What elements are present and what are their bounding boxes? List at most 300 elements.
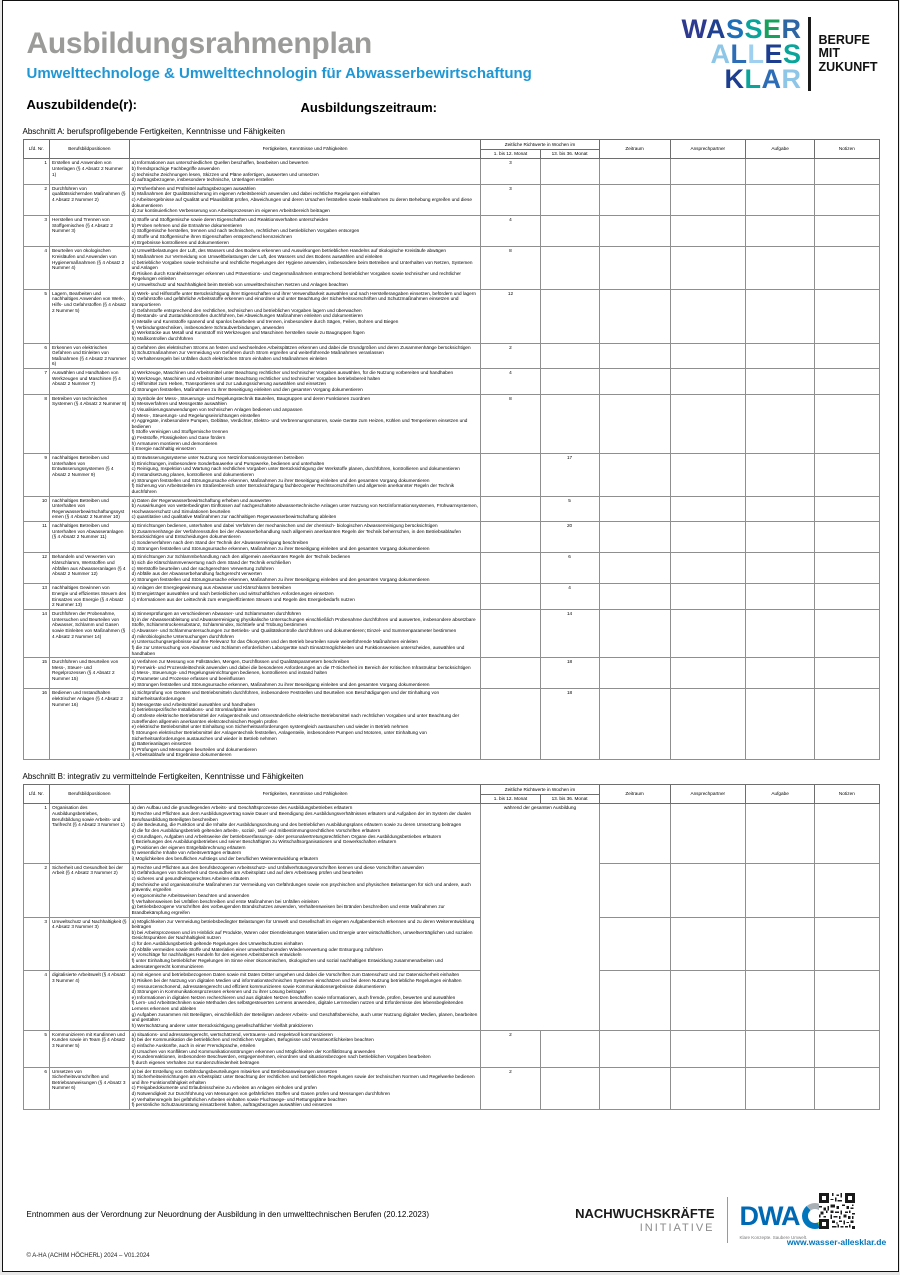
skill-line: b) Sicherheitseinrichtungen am Arbeitsplatz unter Beachtung der rechtlichen und betrieblichen Regelungen sowie der technischen Normen und Regelwerke bedienen und ihre Funktionsfähigkeit erhalten — [131, 1074, 475, 1085]
logo-letter: E — [764, 38, 783, 69]
fertigkeiten-cell — [129, 804, 481, 863]
skill-line: a) Einrichtungen bedienen, unterhalten und dabei Verfahren der mechanischen und der chemisch- biologischen Abwasserreinigung berücksichtigen — [131, 523, 438, 529]
aufgabe-blank-cell — [745, 522, 814, 553]
ansprechpartner-blank-cell — [670, 1030, 745, 1067]
weeks-13-36-value-cell — [540, 343, 599, 369]
skill-line: h) wesentliche Inhalte von Arbeitsverträgen erläutern — [131, 850, 242, 856]
zeitraum-blank-cell — [599, 454, 670, 496]
notizen-blank-cell — [815, 610, 879, 658]
skill-line: c) Mess-, Steuerungs- und Regelungseinrichtungen bedienen, kontrollieren und instand halten — [131, 670, 328, 676]
section-a-table — [23, 139, 880, 760]
source-note: Entnommen aus der Verordnung zur Neuordnung der Ausbildung in den umwelttechnischen Berufen (20.12.2023) — [26, 1210, 429, 1219]
berufsbildposition-cell: Kommunizieren mit Kundinnen und Kunden sowie im Team (§ 4 Absatz 3 Nummer 5) — [50, 1030, 130, 1067]
skill-line: c) Freigabedokumente und Erlaubnisscheine zu Arbeiten an Anlagen einholen und prüfen — [131, 1085, 317, 1091]
weeks-13-36-value-cell: 18 — [540, 689, 599, 760]
skill-line: a) bei der Erstellung von Gefährdungsbeurteilungen mitwirken und Betriebsanweisungen umsetzen — [131, 1068, 338, 1074]
skill-line: h) Armaturen montieren und demontieren — [131, 440, 218, 446]
weeks-1-12-value-cell: 2 — [481, 1030, 540, 1067]
notizen-blank-cell — [815, 394, 879, 453]
zeitraum-blank-cell — [599, 658, 670, 689]
ansprechpartner-blank-cell — [670, 216, 745, 247]
section-b-heading: Abschnitt B: integrativ zu vermittelnde Fertigkeiten, Kenntnisse und Fähigkeiten — [22, 772, 304, 782]
weeks-merged-cell: während der gesamten Ausbildung — [481, 804, 599, 1030]
col-header-monat-13-36: 13. bis 36. Monat — [540, 149, 599, 159]
skill-line: d) zur kontinuierlichen Verbesserung von Arbeitsprozessen im eigenen Arbeitsbereich beitragen — [131, 208, 330, 214]
plan-row — [23, 971, 879, 1030]
ansprechpartner-blank-cell — [670, 289, 745, 343]
aufgabe-blank-cell — [745, 369, 814, 395]
logo-wordmark — [681, 14, 802, 94]
skill-line: a) Umweltbelastungen der Luft, des Wassers und des Bodens erkennen und Auswirkungen betrieblichen Handelns auf ökologische Kreisläufe abwägen — [131, 248, 446, 254]
weeks-13-36-value-cell: 17 — [540, 454, 599, 496]
zeitraum-blank-cell — [599, 247, 670, 289]
aufgabe-blank-cell — [745, 496, 814, 522]
fertigkeiten-cell — [129, 369, 481, 395]
skill-line: e) Umweltschutz und Nachhaltigkeit beim Betrieb von umwelttechnischen Netzen und Anlagen beachten — [131, 282, 348, 288]
notizen-blank-cell — [815, 496, 879, 522]
skill-line: c) Informationen aus der Leittechnik zum energieeffizienten Steuern und Regeln des Energiebedarfs nutzen — [131, 596, 355, 602]
skill-line: c) Wertstoffe beurteilen und der sachgerechten Verwertung zuführen — [131, 565, 274, 571]
logo-letter: L — [744, 63, 762, 94]
aufgabe-blank-cell — [745, 216, 814, 247]
skill-line: c) Hilfsmittel zum Heben, Transportieren und zur Ladungssicherung auswählen und einsetzen — [131, 381, 327, 387]
logo-letter: S — [744, 14, 763, 44]
skill-line: b) Rechte und Pflichten aus dem Ausbildungsvertrag sowie Dauer und Beendigung des Ausbildungsverhältnisses erläutern und Aufgaben der im System der dualen Berufsausbildung Beteiligten beschreiben — [131, 810, 472, 822]
skill-line: a) Verfahren zur Messung von Füllständen, Mengen, Durchflüssen und Qualitätsparametern beschreiben — [131, 659, 350, 665]
notizen-blank-cell — [815, 971, 879, 1030]
skill-line: b) Einrichtungen, insbesondere Sonderbauwerke und Pumpwerke, bedienen und unterhalten — [131, 460, 325, 466]
ansprechpartner-blank-cell — [670, 369, 745, 395]
weeks-1-12-value-cell: 3 — [481, 159, 540, 185]
notizen-blank-cell — [815, 184, 879, 215]
plan-row — [23, 804, 879, 863]
ansprechpartner-blank-cell — [670, 247, 745, 289]
row-number-cell: 2 — [23, 863, 50, 917]
col-header-monat-1-12: 1. bis 12. Monat — [481, 149, 540, 159]
skill-line: i) Energie nachhaltig einsetzen — [131, 446, 196, 452]
skill-line: d) Abfälle aus der Abwasserbehandlung fachgerecht verwerten — [131, 571, 262, 577]
ansprechpartner-blank-cell — [670, 394, 745, 453]
skill-line: e) Ergebnisse kontrollieren und dokumentieren — [131, 239, 229, 245]
col-header-zeitliche-richtwerte: Zeitliche Richtwerte in Wochen im — [481, 785, 599, 795]
skill-line: c) Visualisierungsanwendungen von technischen Anlagen bedienen und anpassen — [131, 406, 303, 412]
col-header-zeitliche-richtwerte: Zeitliche Richtwerte in Wochen im — [481, 140, 599, 150]
col-header-ansprechpartner: Ansprechpartner — [670, 140, 745, 159]
skill-line: a) mit eigenen und betriebsbezogenen Daten sowie mit Daten Dritter umgehen und dabei die Vorschriften zum Datenschutz und zur Datensicherheit einhalten — [131, 972, 460, 978]
skill-line: c) Sonderverfahren nach dem Stand der Technik der Abwasserreinigung beschreiben — [131, 540, 309, 545]
col-header-aufgabe: Aufgabe — [745, 785, 814, 804]
col-header-zeitraum: Zeitraum — [599, 140, 670, 159]
skill-line: d) Notwendigkeit zur Durchführung von Messungen von gefährlichen Stoffen und Gasen prüfen und Messungen durchführen — [131, 1091, 391, 1097]
ansprechpartner-blank-cell — [670, 159, 745, 185]
skill-line: b) Gefahrstoffe und gefährliche Arbeitsstoffe erkennen und einordnen und unter Beachtung der Sicherheitsvorschriften und Schutzmaßnahmen einsetzen und transportieren — [131, 296, 459, 308]
skill-line: b) in der Abwasserableitung und Abwasserreinigung physikalische Untersuchungen einschließlich Probenahme durchführen und auswerten, insbesondere absetzbare Stoffe, Schlammtrockensubstanz, Schlammindex, Sichttiefe und Trübung bestimmen — [131, 616, 476, 628]
plan-row — [23, 394, 879, 453]
skill-line: f) Störungen elektrischer Betriebsmittel der Anlagentechnik feststellen, Anlagenteile, insbesondere Pumpen und Motoren, unter Einhaltung von Sicherheitsanforderungen austauschen und wieder in Betrieb nehmen — [131, 729, 427, 741]
fertigkeiten-cell — [129, 343, 481, 369]
section-a-heading: Abschnitt A: berufsprofilgebende Fertigkeiten, Kenntnisse und Fähigkeiten — [22, 127, 285, 136]
skill-line: c) einfache Auskünfte, auch in einer Fremdsprache, erteilen — [131, 1042, 256, 1048]
aufgabe-blank-cell — [745, 1067, 814, 1109]
row-number-cell: 2 — [23, 184, 50, 215]
weeks-13-36-value-cell — [540, 216, 599, 247]
plan-row — [23, 216, 879, 247]
zeitraum-blank-cell — [599, 1067, 670, 1109]
skill-line: h) Prüfungen und Messungen beurteilen und dokumentieren — [131, 746, 257, 752]
skill-line: e) Störungen feststellen und Störungsursache erkennen, Maßnahmen zu ihrer Beseitigung einleiten und den gesamten Vorgang dokumentieren — [131, 576, 430, 582]
logo-letter: W — [681, 14, 706, 44]
skill-line: c) Arbeitsergebnisse auf Qualität und Plausibilität prüfen, Abweichungen und deren Ursachen feststellen sowie Maßnahmen zu deren Behebung ergreifen und diese dokumentieren — [131, 197, 472, 208]
fertigkeiten-cell — [129, 658, 481, 689]
skill-line: e) Metalle und Kunststoffe spanend und spanlos bearbeiten und trennen, insbesondere durch Sägen, Feilen, Bohren und Biegen — [131, 318, 399, 324]
row-number-cell: 13 — [23, 584, 50, 610]
weeks-1-12-value-cell — [481, 522, 540, 553]
skill-line: b) bei der Kommunikation die betrieblichen und rechtlichen Vorgaben, Befugnisse und Verantwortlichkeiten beachten — [131, 1037, 374, 1043]
skill-line: a) Werkzeuge, Maschinen und Arbeitsmittel unter Beachtung rechtlicher und technischer Vorgaben auswählen, für die Nutzung vorbereiten und handhaben — [131, 370, 454, 376]
table-header-row — [23, 785, 879, 804]
weeks-1-12-value-cell — [481, 658, 540, 689]
skill-line: d) Störungen in Kommunikationsprozessen erkennen und zu ihrer Lösung beitragen — [131, 989, 306, 995]
skill-line: f) durch eigenes Verhalten zur Kundenzufriedenheit beitragen — [131, 1059, 260, 1065]
row-number-cell: 1 — [23, 159, 50, 185]
skill-line: e) ergonomische Arbeitsweisen beachten und anwenden — [131, 892, 250, 898]
notizen-blank-cell — [815, 522, 879, 553]
logo-word — [724, 63, 802, 94]
zeitraum-blank-cell — [599, 496, 670, 522]
berufsbildposition-cell: Umsetzen von Sicherheitsvorschriften und Betriebsanweisungen (§ 4 Absatz 3 Nummer 6) — [50, 1067, 130, 1109]
ansprechpartner-blank-cell — [670, 863, 745, 917]
skill-line: f) Sicherung von Arbeitsstellen im Straßenbereich unter Berücksichtigung fachbezogener Rechtsvorschriften und allgemein anerkannter Regeln der Technik durchführen — [131, 483, 455, 494]
skill-line: c) für den Ausbildungsbetrieb geltende Regelungen des Umweltschutzes einhalten — [131, 941, 303, 947]
skill-line: b) Risiken bei der Nutzung von digitalen Medien und informationstechnischen Systemen einschätzen und bei deren Nutzung betriebliche Regelungen einhalten — [131, 977, 462, 983]
weeks-13-36-value-cell — [540, 394, 599, 453]
skill-line: d) Parameter und Prozesse erfassen und beeinflussen — [131, 676, 245, 682]
row-number-cell: 3 — [23, 917, 50, 971]
weeks-1-12-value-cell — [481, 584, 540, 610]
skill-line: a) Symbole der Mess-, Steuerungs- und Regelungstechnik Bauteilen, Baugruppen und deren Funktionen zuordnen — [131, 395, 371, 401]
table-header-row — [23, 140, 879, 159]
skill-line: b) Maßnahmen der Qualitätssicherung im eigenen Arbeitsbereich anwenden und dabei rechtliche Regelungen einhalten — [131, 191, 380, 197]
plan-row — [23, 658, 879, 689]
col-header-lfd-nr: Lfd. Nr. — [23, 140, 50, 159]
skill-line: d) Störungen feststellen und Störungsursache erkennen, Maßnahmen zu ihrer Beseitigung einleiten und den gesamten Vorgang dokumentieren — [131, 545, 430, 551]
notizen-blank-cell — [815, 553, 879, 584]
skill-line: a) Gefahren des elektrischen Stroms an festen und wechselnden Arbeitsplätzen erkennen und dabei die Grundgrößen und deren Zusammenhänge berücksichtigen — [131, 344, 471, 350]
skill-line: d) Instandsetzung planen, kontrollieren und dokumentieren — [131, 471, 254, 477]
weeks-1-12-value-cell — [481, 553, 540, 584]
notizen-blank-cell — [815, 343, 879, 369]
skill-line: a) Einrichtungen zur Schlammbehandlung nach den allgemein anerkannten Regeln der Technik bedienen — [131, 554, 351, 560]
skill-line: c) quantitative und qualitative Maßnahmen zur nachhaltigen Regenwasserbewirtschaftung ableiten — [131, 514, 337, 520]
skill-line: a) den Aufbau und die grundlegenden Arbeits- und Geschäftsprozesse des Ausbildungsbetriebes erläutern — [131, 805, 353, 811]
ansprechpartner-blank-cell — [670, 658, 745, 689]
skill-line: g) Positionen der eigenen Entgeltabrechnung erläutern — [131, 844, 246, 850]
wasser-alles-klar-logo — [681, 14, 878, 94]
fertigkeiten-cell — [129, 216, 481, 247]
ansprechpartner-blank-cell — [670, 610, 745, 658]
skill-line: d) technische und organisatorische Maßnahmen zur Vermeidung von Gefährdungen sowie von psychischen und physischen Belastungen für sich und andere, auch präventiv, ergreifen — [131, 881, 471, 893]
zeitraum-blank-cell — [599, 553, 670, 584]
ansprechpartner-blank-cell — [670, 343, 745, 369]
weeks-13-36-value-cell — [540, 289, 599, 343]
skill-line: g) Feststoffe, Flüssigkeiten und Gase fördern — [131, 435, 226, 441]
skill-line: e) Informationen in digitalen Netzen recherchieren und aus digitalen Netzen beschaffen sowie Informationen, auch fremde, prüfen, bewerten und auswählen — [131, 994, 456, 1000]
zeitraum-blank-cell — [599, 804, 670, 863]
ansprechpartner-blank-cell — [670, 971, 745, 1030]
aufgabe-blank-cell — [745, 553, 814, 584]
skill-line: c) die Bedeutung, die Funktion und die Inhalte der Ausbildungsordnung und des betrieblichen Ausbildungsplans erläutern sowie zu deren Umsetzung beitragen — [131, 822, 462, 828]
berufsbildposition-cell: Sicherheit und Gesundheit bei der Arbeit (§ 4 Absatz 3 Nummer 2) — [50, 863, 130, 917]
logo-claim-line: ZUKUNFT — [818, 60, 878, 75]
plan-row — [23, 863, 879, 917]
skill-line: b) Auswirkungen von wetterbedingten Einflüssen auf nachgeschaltete abwassertechnische Anlagen unter Nutzung von Netzinformationssystemen, Frühwarnsystemen, Hochwasserschutz und Simulationen beurteilen — [131, 503, 478, 514]
col-header-zeitraum: Zeitraum — [599, 785, 670, 804]
plan-row — [23, 289, 879, 343]
col-header-notizen: Notizen — [815, 785, 879, 804]
skill-line: d) Mess-, Steuerungs- und Regelungseinrichtungen einstellen — [131, 412, 261, 418]
col-header-monat-13-36: 13. bis 36. Monat — [540, 794, 599, 804]
skill-line: d) ortsfeste elektrische Betriebsmittel der Anlagentechnik und ortsveränderliche elektrische Betriebsmittel nach rechtlichen Vorgaben und unter Beachtung der zutreffenden allgemein anerkannten elektrotechnischen Regeln prüfen — [131, 712, 460, 724]
plan-row — [23, 369, 879, 395]
col-header-notizen: Notizen — [815, 140, 879, 159]
berufsbildposition-cell: Behandeln und Verwerten von Klärschlamm, Wertstoffen und Abfällen aus Abwasseranlagen (§ 4 Absatz 2 Nummer 12) — [50, 553, 130, 584]
weeks-13-36-value-cell: 18 — [540, 658, 599, 689]
profession-subtitle: Umwelttechnologe & Umwelttechnologin für Abwasserbewirtschaftung — [26, 65, 532, 82]
skill-line: b) Werkzeuge, Maschinen und Arbeitsmittel unter Beachtung rechtlicher und technischer Vorgaben betriebsbereit halten — [131, 375, 381, 381]
skill-line: h) Wertschätzung anderer unter Berücksichtigung gesellschaftlicher Vielfalt praktizieren — [131, 1023, 313, 1029]
skill-line: g) betriebsbezogene Vorschriften des vorbeugenden Brandschutzes anwenden, Verhaltensweisen bei Bränden beschreiben und erste Maßnahmen zur Brandbekämpfung ergreifen — [131, 904, 445, 915]
aufgabe-blank-cell — [745, 917, 814, 971]
ansprechpartner-blank-cell — [670, 917, 745, 971]
fertigkeiten-cell — [129, 522, 481, 553]
plan-row — [23, 610, 879, 658]
aufgabe-blank-cell — [745, 971, 814, 1030]
zeitraum-blank-cell — [599, 522, 670, 553]
weeks-1-12-value-cell: 4 — [481, 216, 540, 247]
fertigkeiten-cell — [129, 689, 481, 760]
skill-line: b) Maßnahmen zur Vermeidung von Umweltbelastungen der Luft, des Wassers und des Bodens auswählen und einleiten — [131, 253, 383, 259]
col-header-ansprechpartner: Ansprechpartner — [670, 785, 745, 804]
skill-line: d) Risiken durch Krankheitserreger erkennen und Präventions- und Gegenmaßnahmen entsprechend betrieblicher Vorgaben sowie technischer und rechtlicher Regelungen einleiten — [131, 270, 461, 282]
ansprechpartner-blank-cell — [670, 1067, 745, 1109]
skill-line: a) Informationen aus unterschiedlichen Quellen beschaffen, bearbeiten und bewerten — [131, 160, 309, 166]
skill-line: a) Prüfverfahren und Prüfmittel auftragsbezogen auswählen — [131, 185, 256, 191]
berufsbildposition-cell: Erstellen und Anwenden von Unterlagen (§ 4 Absatz 2 Nummer 1) — [50, 159, 130, 185]
logo-claim-berufe-mit-zukunft — [818, 34, 877, 75]
notizen-blank-cell — [815, 216, 879, 247]
skill-line: c) Verhaltensregeln bei Unfällen durch elektrischen Strom einhalten und Maßnahmen einleiten — [131, 355, 328, 361]
berufsbildposition-cell: Umweltschutz und Nachhaltigkeit (§ 4 Absatz 3 Nummer 3) — [50, 917, 130, 971]
skill-line: b) Fernwirk- und Prozessleittechnik anwenden und dabei die besonderen Anforderungen an die IT-Sicherheit im Bereich der Kritischen Infrastruktur berücksichtigen — [131, 664, 471, 670]
zeitraum-blank-cell — [599, 1030, 670, 1067]
plan-row — [23, 1030, 879, 1067]
skill-line: a) Sinnesprüfungen an verschiedenen Abwasser- und Schlammarten durchführen — [131, 611, 301, 617]
row-number-cell: 1 — [23, 804, 50, 863]
ansprechpartner-blank-cell — [670, 454, 745, 496]
ansprechpartner-blank-cell — [670, 689, 745, 760]
aufgabe-blank-cell — [745, 804, 814, 863]
skill-line: b) Energieträger auswählen und nach betrieblichen und wirtschaftlichen Anforderungen einsetzen — [131, 591, 334, 597]
weeks-1-12-value-cell: 2 — [481, 343, 540, 369]
row-number-cell: 9 — [23, 454, 50, 496]
weeks-13-36-value-cell — [540, 247, 599, 289]
ansprechpartner-blank-cell — [670, 496, 745, 522]
weeks-1-12-value-cell: 8 — [481, 394, 540, 453]
plan-row — [23, 159, 879, 185]
initiative-line2: INITIATIVE — [639, 1222, 715, 1234]
plan-row — [23, 553, 879, 584]
notizen-blank-cell — [815, 159, 879, 185]
copyright-note: © A-HA (ACHIM HÖCHERL) 2024 – V01.2024 — [26, 1253, 150, 1259]
skill-line: e) Untersuchungsergebnisse auf ihre Relevanz für das Ökosystem und den Betrieb beurteilen sowie weiterführende Maßnahmen einleiten — [131, 639, 418, 645]
notizen-blank-cell — [815, 289, 879, 343]
ansprechpartner-blank-cell — [670, 584, 745, 610]
nachwuchskraefte-initiative-logo — [575, 1206, 714, 1234]
skill-line: h) Maßkontrollen durchführen — [131, 335, 194, 341]
zeitraum-blank-cell — [599, 610, 670, 658]
notizen-blank-cell — [815, 863, 879, 917]
logo-letter: K — [724, 63, 745, 94]
berufsbildposition-cell: Durchführen der Probenahme, Untersuchen und Beurteilen von Abwasser, Schlamm und Gasen sowie Einleiten von Maßnahmen (§ 4 Absatz 2 Nummer 14) — [50, 610, 130, 658]
ansprechpartner-blank-cell — [670, 522, 745, 553]
plan-row — [23, 1067, 879, 1109]
berufsbildposition-cell: Betreiben von technischen Systemen (§ 4 Absatz 2 Nummer 8) — [50, 394, 130, 453]
fertigkeiten-cell — [129, 1067, 481, 1109]
zeitraum-blank-cell — [599, 863, 670, 917]
weeks-13-36-value-cell: 20 — [540, 522, 599, 553]
fertigkeiten-cell — [129, 496, 481, 522]
zeitraum-blank-cell — [599, 159, 670, 185]
berufsbildposition-cell: Lagern, Bearbeiten und nachhaltiges Anwenden von Werk-, Hilfs- und Gefahrstoffen (§ 4 Absatz 2 Nummer 5) — [50, 289, 130, 343]
notizen-blank-cell — [815, 917, 879, 971]
skill-line: c) Abwasser- und Schlammuntersuchungen zur Betriebs- und Qualitätskontrolle durchführen und dokumentieren; Einzel- und Summenparameter bestimmen — [131, 627, 457, 633]
skill-line: i) Arbeitsabläufe und Ergebnisse dokumentieren — [131, 752, 232, 758]
row-number-cell: 8 — [23, 394, 50, 453]
berufsbildposition-cell: Durchführen und Beurteilen von Mess-, Steuer- und Regelprozessen (§ 4 Absatz 2 Nummer 15) — [50, 658, 130, 689]
skill-line: b) Messgeräte und Arbeitsmittel auswählen und handhaben — [131, 701, 256, 707]
zeitraum-blank-cell — [599, 369, 670, 395]
berufsbildposition-cell: Herstellen und Trennen von Stoffgemischen (§ 4 Absatz 2 Nummer 3) — [50, 216, 130, 247]
page-title: Ausbildungsrahmenplan — [26, 27, 372, 60]
weeks-1-12-value-cell: 3 — [481, 184, 540, 215]
section-b-rows — [23, 804, 879, 1110]
logo-letter: A — [705, 14, 726, 44]
row-number-cell: 7 — [23, 369, 50, 395]
skill-line: b) Gefährdungen von Sicherheit und Gesundheit am Arbeitsplatz und auf dem Arbeitsweg prüfen und beurteilen — [131, 870, 364, 876]
website-link[interactable]: www.wasser-allesklar.de — [786, 1237, 887, 1247]
zeitraum-blank-cell — [599, 289, 670, 343]
weeks-13-36-value-cell — [540, 159, 599, 185]
aufgabe-blank-cell — [745, 610, 814, 658]
fertigkeiten-cell — [129, 610, 481, 658]
skill-line: f) die zur Untersuchung von Abwasser und Schlamm erforderlichen Laborgeräte nach Einsatzmöglichkeiten und Funktionsweisen unterscheiden, auswählen und handhaben — [131, 644, 465, 656]
skill-line: b) Messverfahren und Messgeräte auswählen — [131, 401, 227, 407]
row-number-cell: 16 — [23, 689, 50, 760]
col-header-lfd-nr: Lfd. Nr. — [23, 785, 50, 804]
row-number-cell: 11 — [23, 522, 50, 553]
notizen-blank-cell — [815, 584, 879, 610]
berufsbildposition-cell: nachhaltiges Gewinnen von Energie und effizientes Steuern des Einsatzes von Energie (§ 4 Absatz 2 Nummer 13) — [50, 584, 130, 610]
aufgabe-blank-cell — [745, 454, 814, 496]
qr-code-icon — [819, 1193, 855, 1229]
weeks-13-36-value-cell: 6 — [540, 553, 599, 584]
skill-line: c) sicheres und gesundheitsgerechtes Arbeiten erläutern — [131, 876, 249, 882]
fertigkeiten-cell — [129, 289, 481, 343]
plan-row — [23, 584, 879, 610]
aufgabe-blank-cell — [745, 658, 814, 689]
logo-claim-line: BERUFE — [818, 32, 870, 47]
col-header-berufsbildpositionen: Berufsbildpositionen — [50, 785, 130, 804]
aufgabe-blank-cell — [745, 289, 814, 343]
row-number-cell: 5 — [23, 289, 50, 343]
plan-row — [23, 522, 879, 553]
skill-line: e) Störungen feststellen und Störungsursache erkennen, Maßnahmen zu ihrer Beseitigung einleiten und den gesamten Vorgang dokumentieren — [131, 477, 430, 483]
weeks-1-12-value-cell: 2 — [481, 1067, 540, 1109]
logo-letter: R — [781, 63, 802, 94]
skill-line: b) sich die Klärschlammverwertung nach dem Stand der Technik erschließen — [131, 559, 291, 565]
skill-line: d) auftragsbezogene, insbesondere technische, Unterlagen erstellen — [131, 177, 274, 183]
row-number-cell: 3 — [23, 216, 50, 247]
notizen-blank-cell — [815, 804, 879, 863]
notizen-blank-cell — [815, 1030, 879, 1067]
weeks-1-12-value-cell — [481, 689, 540, 760]
row-number-cell: 12 — [23, 553, 50, 584]
plan-row — [23, 496, 879, 522]
plan-row — [23, 689, 879, 760]
document-body — [23, 127, 880, 1114]
berufsbildposition-cell: nachhaltiges Betreiben und Unterhalten von Regenwasserbewirtschaftungssystemen (§ 4 Absatz 2 Nummer 10) — [50, 496, 130, 522]
fertigkeiten-cell — [129, 184, 481, 215]
berufsbildposition-cell: Organisation des Ausbildungsbetriebes, Berufsbildung sowie Arbeits- und Tarifrecht (§ 4 Absatz 3 Nummer 1) — [50, 804, 130, 863]
fertigkeiten-cell — [129, 247, 481, 289]
zeitraum-blank-cell — [599, 343, 670, 369]
fertigkeiten-cell — [129, 454, 481, 496]
weeks-1-12-value-cell — [481, 610, 540, 658]
logo-divider — [808, 17, 811, 91]
weeks-1-12-value-cell: 12 — [481, 289, 540, 343]
aufgabe-blank-cell — [745, 247, 814, 289]
fertigkeiten-cell — [129, 917, 481, 971]
zeitraum-blank-cell — [599, 689, 670, 760]
notizen-blank-cell — [815, 247, 879, 289]
fertigkeiten-cell — [129, 159, 481, 185]
notizen-blank-cell — [815, 689, 879, 760]
aufgabe-blank-cell — [745, 863, 814, 917]
ansprechpartner-blank-cell — [670, 184, 745, 215]
fertigkeiten-cell — [129, 394, 481, 453]
plan-row — [23, 917, 879, 971]
weeks-1-12-value-cell: 4 — [481, 369, 540, 395]
logo-letter: E — [762, 14, 782, 44]
weeks-13-36-value-cell: 14 — [540, 610, 599, 658]
zeitraum-blank-cell — [599, 917, 670, 971]
skill-line: f) Lern- und Arbeitstechniken sowie Methoden des selbstgesteuerten Lernens anwenden, digitale Lernmedien nutzen und Erfordernisse des lebensbegleitenden Lernens erkennen und ableiten — [131, 1000, 464, 1012]
notizen-blank-cell — [815, 658, 879, 689]
skill-line: a) Möglichkeiten zur Vermeidung betriebsbedingter Belastungen für Umwelt und Gesellschaft im eigenen Aufgabenbereich erkennen und zu deren Weiterentwicklung beitragen — [131, 918, 475, 930]
col-header-fertigkeiten: Fertigkeiten, Kenntnisse und Fähigkeiten — [129, 785, 481, 804]
skill-line: f) Beziehungen des Ausbildungsbetriebes und seiner Beschäftigten zu Wirtschaftsorganisationen und Gewerkschaften erläutern — [131, 839, 397, 845]
skill-line: d) Abfälle vermeiden sowie Stoffe und Materialien einer umweltschonenden Wiederverwertung oder Entsorgung zuführen — [131, 946, 383, 952]
section-b-table — [23, 784, 880, 1110]
skill-line: i) Möglichkeiten des beruflichen Aufstiegs und der beruflichen Weiterentwicklung erläutern — [131, 856, 319, 862]
aufgabe-blank-cell — [745, 1030, 814, 1067]
weeks-13-36-value-cell: 4 — [540, 584, 599, 610]
berufsbildposition-cell: digitalisierte Arbeitswelt (§ 4 Absatz 3 Nummer 4) — [50, 971, 130, 1030]
zeitraum-blank-cell — [599, 394, 670, 453]
skill-line: f) Verhaltensweisen bei Unfällen beschreiben und erste Maßnahmen bei Unfällen einleiten — [131, 898, 319, 904]
notizen-blank-cell — [815, 369, 879, 395]
weeks-13-36-value-cell — [540, 1067, 599, 1109]
